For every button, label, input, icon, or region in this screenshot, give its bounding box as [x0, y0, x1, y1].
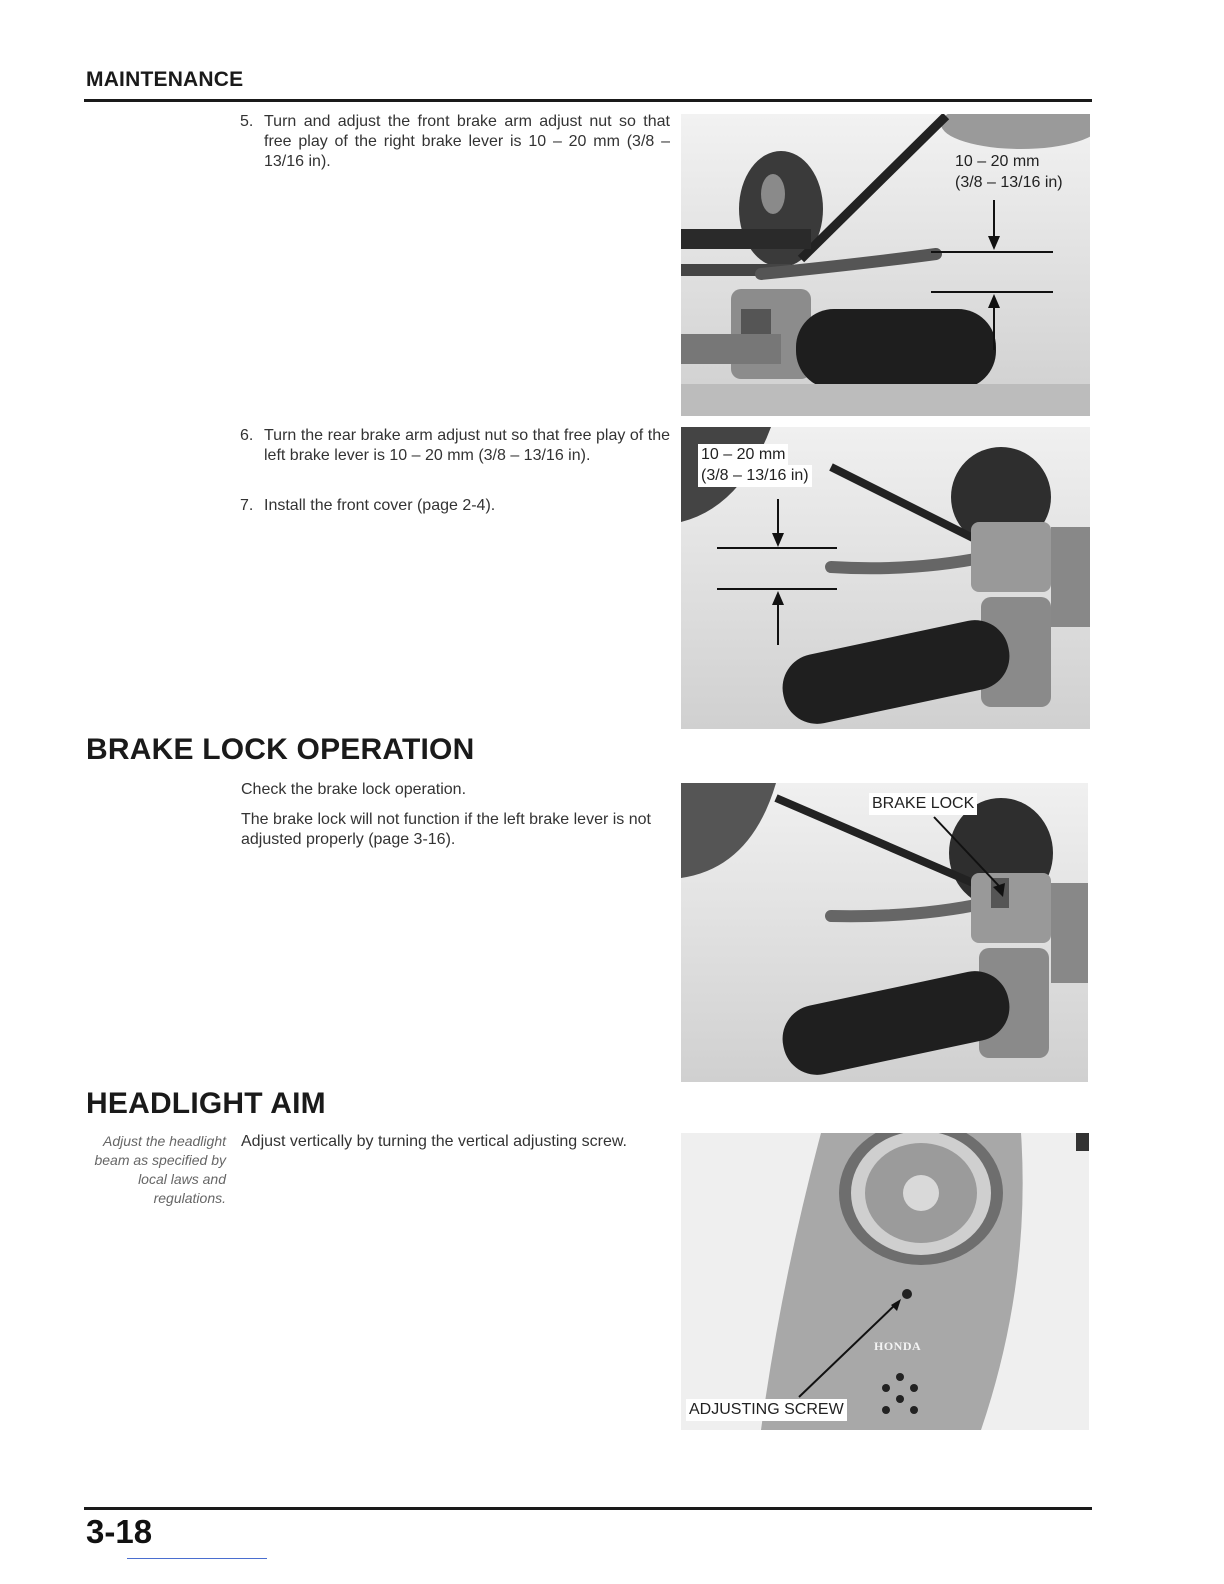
- step-5: [240, 112, 670, 172]
- footer-rule: [84, 1507, 1092, 1510]
- adjusting-screw-callout: ADJUSTING SCREW: [686, 1399, 847, 1421]
- step-number: 7.: [240, 497, 254, 514]
- headlight-photo: [681, 1133, 1089, 1430]
- free-play-label-mm: 10 – 20 mm: [698, 444, 788, 466]
- step-number: 5.: [240, 113, 254, 130]
- header-rule: [84, 99, 1092, 102]
- section-header: MAINTENANCE: [86, 68, 244, 91]
- step-6: [240, 426, 670, 466]
- brake-lock-paragraph-1: Check the brake lock operation.: [241, 781, 467, 798]
- left-brake-lever-photo: [681, 427, 1090, 729]
- page-number: 3-18: [86, 1513, 153, 1550]
- right-brake-lever-photo: [681, 114, 1090, 416]
- brake-lock-callout: BRAKE LOCK: [869, 793, 977, 815]
- free-play-label-mm: 10 – 20 mm: [955, 153, 1040, 170]
- step-7: [240, 496, 670, 516]
- step-text: Install the front cover (page 2-4).: [264, 497, 496, 514]
- brake-lock-paragraph-2: The brake lock will not function if the left brake lever is not adjusted properly (page 3-16).: [241, 811, 651, 848]
- free-play-label-in: (3/8 – 13/16 in): [955, 174, 1063, 191]
- step-text: Turn and adjust the front brake arm adjust nut so that free play of the right brake lever is 10 – 20 mm (3/8 – 13/16 in).: [264, 113, 670, 170]
- free-play-label-in: (3/8 – 13/16 in): [698, 465, 812, 487]
- step-text: Turn the rear brake arm adjust nut so that free play of the left brake lever is 10 – 20 mm (3/8 – 13/16 in).: [264, 427, 670, 464]
- honda-emblem: HONDA: [874, 1339, 922, 1353]
- footer-link-underline: [127, 1558, 267, 1559]
- step-number: 6.: [240, 427, 254, 444]
- headlight-paragraph: Adjust vertically by turning the vertical adjusting screw.: [241, 1133, 627, 1150]
- headlight-sidenote: Adjust the headlight beam as specified by local laws and regulations.: [94, 1133, 226, 1206]
- headlight-section-title: HEADLIGHT AIM: [86, 1087, 326, 1120]
- brake-lock-photo: [681, 783, 1088, 1082]
- brake-lock-section-title: BRAKE LOCK OPERATION: [86, 733, 475, 766]
